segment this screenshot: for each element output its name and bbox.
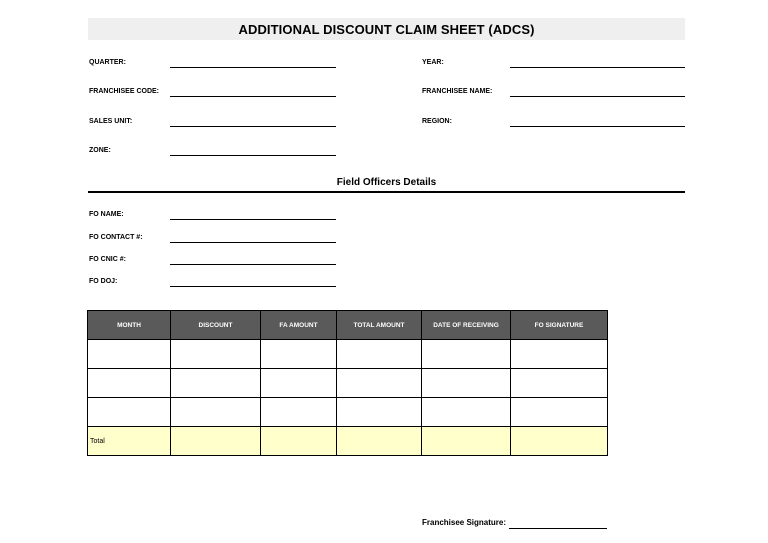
fo-name-field[interactable] xyxy=(170,219,336,220)
table-cell[interactable] xyxy=(511,340,608,369)
section-divider xyxy=(88,191,685,193)
table-total-row xyxy=(88,427,608,456)
table-cell[interactable] xyxy=(261,369,337,398)
page-title: ADDITIONAL DISCOUNT CLAIM SHEET (ADCS) xyxy=(88,18,685,40)
total-cell[interactable] xyxy=(511,427,608,456)
col-header-total-amount: TOTAL AMOUNT xyxy=(337,311,422,340)
year-field[interactable] xyxy=(510,67,685,68)
quarter-field[interactable] xyxy=(170,67,336,68)
table-cell[interactable] xyxy=(171,369,261,398)
fo-cnic-field[interactable] xyxy=(170,264,336,265)
section-title: Field Officers Details xyxy=(336,177,437,188)
zone-field[interactable] xyxy=(170,155,336,156)
table-cell[interactable] xyxy=(88,398,171,427)
fo-contact-field[interactable] xyxy=(170,242,336,243)
table-cell[interactable] xyxy=(261,398,337,427)
region-label: REGION: xyxy=(422,118,452,125)
year-label: YEAR: xyxy=(422,59,444,66)
table-cell[interactable] xyxy=(337,340,422,369)
table-row xyxy=(88,398,608,427)
total-label: Total xyxy=(88,427,171,456)
quarter-label: QUARTER: xyxy=(89,59,126,66)
col-header-fo-signature: FO SIGNATURE xyxy=(511,311,608,340)
col-header-month: MONTH xyxy=(88,311,171,340)
signature-field[interactable] xyxy=(509,528,607,529)
table-cell[interactable] xyxy=(511,369,608,398)
table-cell[interactable] xyxy=(511,398,608,427)
table-cell[interactable] xyxy=(261,340,337,369)
sales-unit-label: SALES UNIT: xyxy=(89,118,133,125)
fo-name-label: FO NAME: xyxy=(89,211,124,218)
fo-contact-label: FO CONTACT #: xyxy=(89,234,143,241)
col-header-date-of-receiving: DATE OF RECEIVING xyxy=(422,311,511,340)
signature-label: Franchisee Signature: xyxy=(422,518,507,527)
table-cell[interactable] xyxy=(171,340,261,369)
region-field[interactable] xyxy=(510,126,685,127)
total-cell[interactable] xyxy=(261,427,337,456)
total-cell[interactable] xyxy=(422,427,511,456)
table-cell[interactable] xyxy=(88,369,171,398)
col-header-discount: DISCOUNT xyxy=(171,311,261,340)
table-cell[interactable] xyxy=(337,398,422,427)
total-cell[interactable] xyxy=(337,427,422,456)
fo-doj-field[interactable] xyxy=(170,286,336,287)
claims-table xyxy=(87,310,608,456)
sales-unit-field[interactable] xyxy=(170,126,336,127)
zone-label: ZONE: xyxy=(89,147,111,154)
total-cell[interactable] xyxy=(171,427,261,456)
fo-cnic-label: FO CNIC #: xyxy=(89,256,126,263)
col-header-fa-amount: FA AMOUNT xyxy=(261,311,337,340)
franchisee-name-label: FRANCHISEE NAME: xyxy=(422,88,493,95)
table-cell[interactable] xyxy=(337,369,422,398)
table-cell[interactable] xyxy=(422,398,511,427)
table-row xyxy=(88,340,608,369)
franchisee-code-label: FRANCHISEE CODE: xyxy=(89,88,160,95)
fo-doj-label: FO DOJ: xyxy=(89,278,118,285)
table-cell[interactable] xyxy=(422,369,511,398)
franchisee-code-field[interactable] xyxy=(170,96,336,97)
franchisee-name-field[interactable] xyxy=(510,96,685,97)
table-header-row xyxy=(88,311,608,340)
table-cell[interactable] xyxy=(88,340,171,369)
table-cell[interactable] xyxy=(422,340,511,369)
table-row xyxy=(88,369,608,398)
table-cell[interactable] xyxy=(171,398,261,427)
